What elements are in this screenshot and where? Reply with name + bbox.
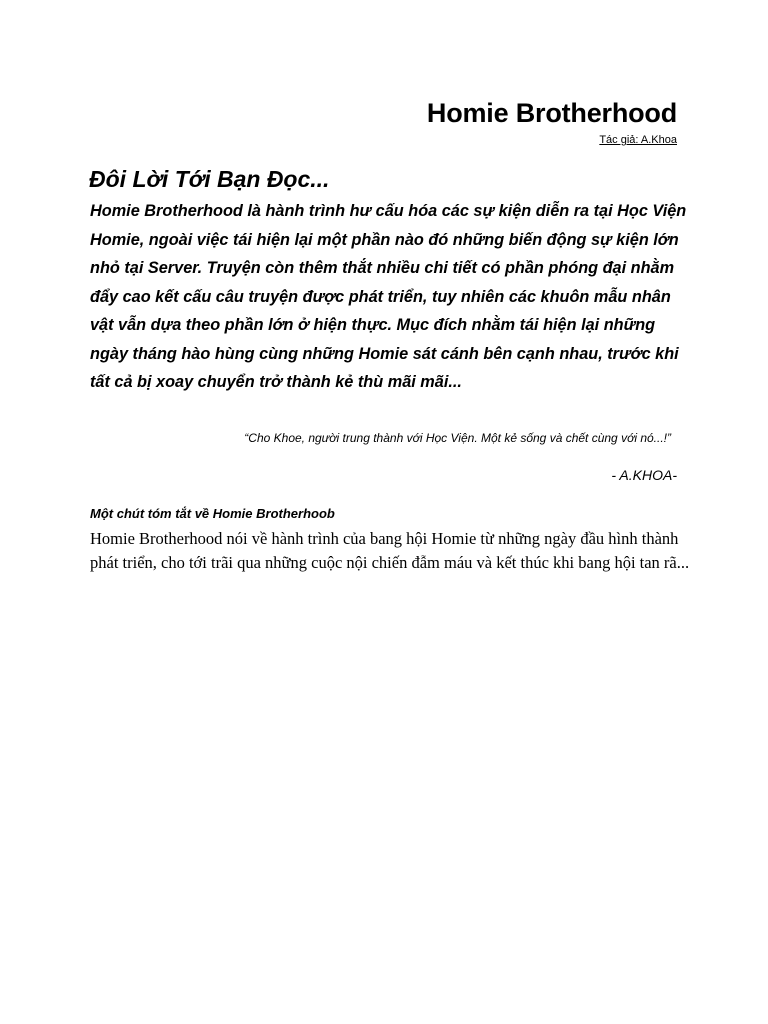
author-credit: Tác giả: A.Khoa	[599, 134, 677, 146]
summary-paragraph: Homie Brotherhood nói về hành trình của bang hội Homie từ những ngày đầu hình thành phát triển, cho tới trãi qua những cuộc nội chiến đẫm máu và kết thúc khi bang hội tan rã...	[90, 529, 690, 572]
signature: - A.KHOA-	[611, 467, 677, 483]
dedication-quote: “Cho Khoe, người trung thành với Học Viện. Một kẻ sống và chết cùng với nó...!”	[244, 431, 671, 445]
preface-heading: Đôi Lời Tới Bạn Đọc...	[89, 166, 330, 192]
preface-paragraph: Homie Brotherhood là hành trình hư cấu hóa các sự kiện diễn ra tại Học Viện Homie, ngoài việc tái hiện lại một phần nào đó những biến động sự kiện lớn nhỏ tại Server. Truyện còn thêm thắt nhiều chi tiết có phần phóng đại nhằm đẩy cao kết cấu câu truyện được phát triển, tuy nhiên các khuôn mẫu nhân vật vẫn dựa theo phần lớn ở hiện thực. Mục đích nhằm tái hiện lại những ngày tháng hào hùng cùng những Homie sát cánh bên cạnh nhau, trước khi tất cả bị xoay chuyển trở thành kẻ thù mãi mãi...	[90, 202, 687, 391]
document-title: Homie Brotherhood	[426, 98, 677, 128]
summary-heading: Một chút tóm tắt về Homie Brotherhoob	[90, 506, 335, 521]
